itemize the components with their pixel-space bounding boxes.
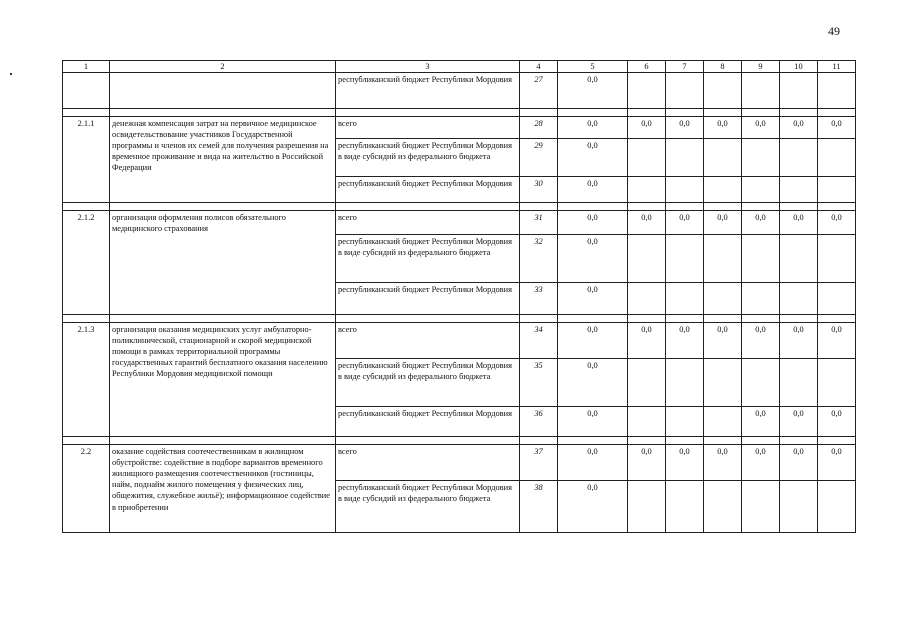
- item-description: оказание содействия соотечественникам в жилищном обустройстве: содействие в подборе вариантов временного жилищного размещения соотечественников (гостиницы, найм, поднайм жилого помещения у физических лиц, общежития, служебное жильё); информационное содействие в приобретении: [110, 445, 336, 533]
- item-description: денежная компенсация затрат на первичное медицинское освидетельствование участников Государственной программы и членов их семей для получения разрешения на временное проживание и вида на жительство в Российской Федерации: [110, 117, 336, 203]
- value-cell: 0,0: [818, 211, 856, 235]
- source-cell: республиканский бюджет Республики Мордовия: [336, 283, 520, 315]
- row-number: 29: [520, 139, 558, 177]
- row-number: 32: [520, 235, 558, 283]
- value-cell: 0,0: [666, 117, 704, 139]
- value-cell: 0,0: [558, 235, 628, 283]
- header-cell: 5: [558, 61, 628, 73]
- item-code: 2.1.3: [63, 323, 110, 437]
- table-row: [63, 211, 856, 235]
- source-cell: всего: [336, 445, 520, 481]
- value-cell: 0,0: [780, 117, 818, 139]
- table-row: [63, 323, 856, 359]
- header-cell: 6: [628, 61, 666, 73]
- value-cell: 0,0: [558, 445, 628, 481]
- header-cell: 9: [742, 61, 780, 73]
- value-cell: 0,0: [704, 117, 742, 139]
- row-number: 36: [520, 407, 558, 437]
- table-row: [63, 117, 856, 139]
- source-cell: всего: [336, 211, 520, 235]
- value-cell: 0,0: [818, 445, 856, 481]
- page-number: 49: [828, 24, 840, 38]
- value-cell: 0,0: [780, 323, 818, 359]
- value-cell: 0,0: [780, 445, 818, 481]
- margin-mark: [10, 73, 12, 75]
- value-cell: 0,0: [558, 407, 628, 437]
- item-code: 2.1.1: [63, 117, 110, 203]
- header-cell: 3: [336, 61, 520, 73]
- value-cell: 0,0: [558, 73, 628, 109]
- value-cell: 0,0: [742, 211, 780, 235]
- source-cell: республиканский бюджет Республики Мордовия: [336, 407, 520, 437]
- row-number: 34: [520, 323, 558, 359]
- source-cell: республиканский бюджет Республики Мордовия в виде субсидий из федерального бюджета: [336, 139, 520, 177]
- value-cell: 0,0: [628, 445, 666, 481]
- row-number: 38: [520, 481, 558, 533]
- source-cell: всего: [336, 323, 520, 359]
- row-number: 28: [520, 117, 558, 139]
- item-code: 2.1.2: [63, 211, 110, 315]
- item-code: 2.2: [63, 445, 110, 533]
- header-cell: 8: [704, 61, 742, 73]
- value-cell: 0,0: [704, 211, 742, 235]
- source-cell: республиканский бюджет Республики Мордовия: [336, 177, 520, 203]
- table-row: [63, 73, 856, 109]
- row-number: 33: [520, 283, 558, 315]
- value-cell: 0,0: [628, 211, 666, 235]
- header-cell: 10: [780, 61, 818, 73]
- table-row: [63, 445, 856, 481]
- header-cell: 1: [63, 61, 110, 73]
- header-cell: 7: [666, 61, 704, 73]
- budget-table: [62, 60, 856, 533]
- row-number: 27: [520, 73, 558, 109]
- table-header-row: [63, 61, 856, 73]
- value-cell: 0,0: [666, 445, 704, 481]
- value-cell: 0,0: [558, 323, 628, 359]
- row-number: 30: [520, 177, 558, 203]
- value-cell: 0,0: [742, 117, 780, 139]
- source-cell: республиканский бюджет Республики Мордовия: [336, 73, 520, 109]
- value-cell: 0,0: [742, 407, 780, 437]
- header-cell: 2: [110, 61, 336, 73]
- value-cell: 0,0: [558, 359, 628, 407]
- value-cell: 0,0: [628, 323, 666, 359]
- value-cell: 0,0: [818, 323, 856, 359]
- value-cell: 0,0: [558, 177, 628, 203]
- source-cell: всего: [336, 117, 520, 139]
- value-cell: 0,0: [818, 407, 856, 437]
- row-number: 35: [520, 359, 558, 407]
- value-cell: 0,0: [628, 117, 666, 139]
- value-cell: 0,0: [704, 445, 742, 481]
- value-cell: 0,0: [818, 117, 856, 139]
- value-cell: 0,0: [558, 211, 628, 235]
- source-cell: республиканский бюджет Республики Мордовия в виде субсидий из федерального бюджета: [336, 359, 520, 407]
- value-cell: 0,0: [704, 323, 742, 359]
- source-cell: республиканский бюджет Республики Мордовия в виде субсидий из федерального бюджета: [336, 481, 520, 533]
- value-cell: 0,0: [558, 139, 628, 177]
- value-cell: 0,0: [558, 283, 628, 315]
- item-description: организация оказания медицинских услуг амбулаторно-поликлинической, стационарной и скорой медицинской помощи в рамках территориальной программы государственных гарантий бесплатного оказания населению Республики Мордовия медицинской помощи: [110, 323, 336, 437]
- value-cell: 0,0: [558, 481, 628, 533]
- item-description: организация оформления полисов обязательного медицинского страхования: [110, 211, 336, 315]
- header-cell: 11: [818, 61, 856, 73]
- value-cell: 0,0: [780, 211, 818, 235]
- value-cell: 0,0: [742, 445, 780, 481]
- value-cell: 0,0: [780, 407, 818, 437]
- header-cell: 4: [520, 61, 558, 73]
- source-cell: республиканский бюджет Республики Мордовия в виде субсидий из федерального бюджета: [336, 235, 520, 283]
- value-cell: 0,0: [666, 323, 704, 359]
- row-number: 37: [520, 445, 558, 481]
- value-cell: 0,0: [742, 323, 780, 359]
- row-number: 31: [520, 211, 558, 235]
- value-cell: 0,0: [558, 117, 628, 139]
- value-cell: 0,0: [666, 211, 704, 235]
